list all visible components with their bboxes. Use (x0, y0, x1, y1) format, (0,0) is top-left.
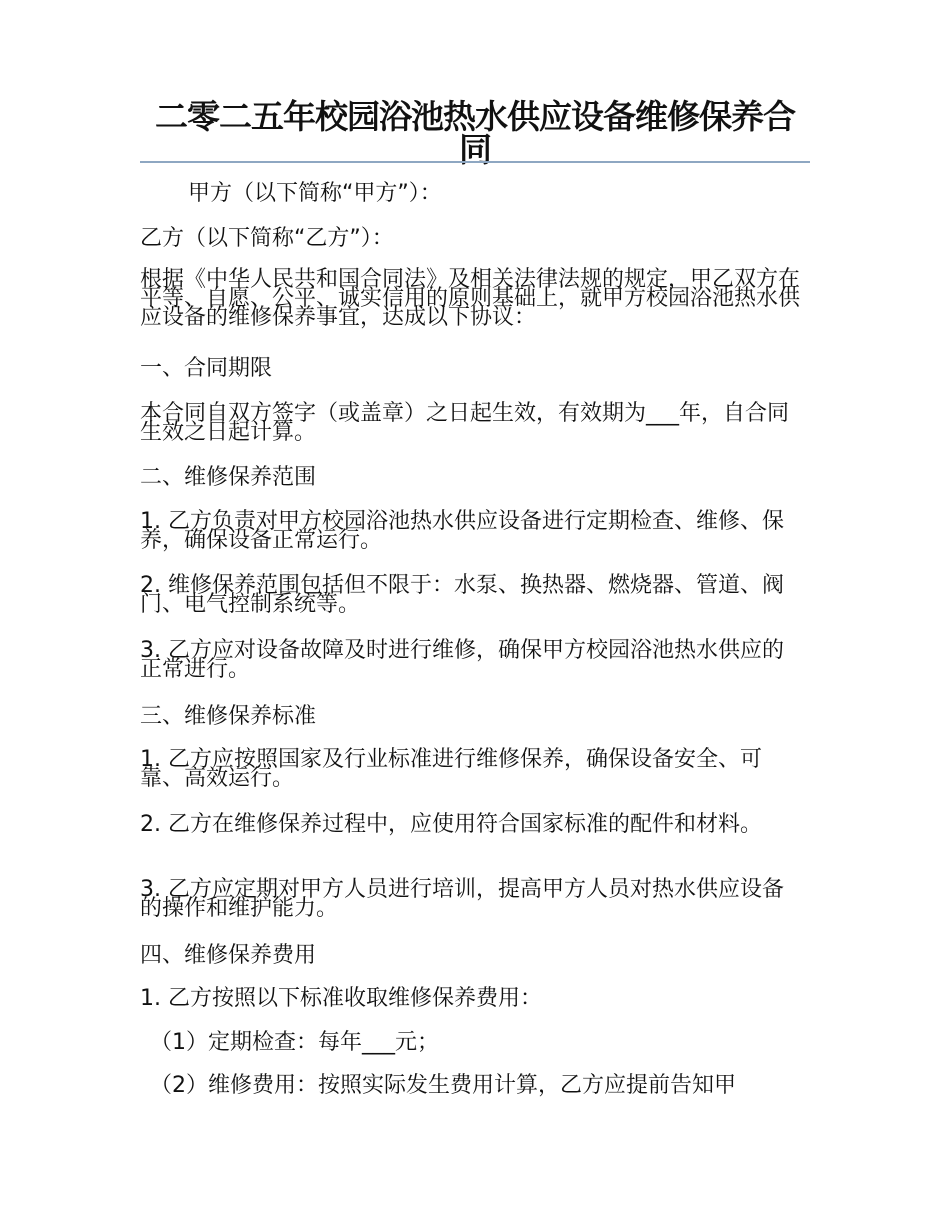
section-paragraph: 1. 乙方负责对甲方校园浴池热水供应设备进行定期检查、维修、保养，确保设备正常运行。 (140, 509, 784, 553)
section-paragraph: 1. 乙方应按照国家及行业标准进行维修保养，确保设备安全、可靠、高效运行。 (140, 747, 762, 791)
contract-title: 二零二五年校园浴池热水供应设备维修保养合同 (155, 97, 795, 169)
section-heading: 二、维修保养范围 (140, 465, 317, 490)
preamble-paragraph: 根据《中华人民共和国合同法》及相关法律法规的规定，甲乙双方在平等、自愿、公平、诚实信用的原则基础上，就甲方校园浴池热水供应设备的维修保养事宜，达成以下协议： (140, 267, 801, 330)
section-subitem: （1）定期检查：每年___元； (150, 1030, 439, 1055)
title-underline (140, 161, 810, 163)
section-paragraph: 2. 乙方在维修保养过程中，应使用符合国家标准的配件和材料。 (140, 812, 762, 837)
section-paragraph: 1. 乙方按照以下标准收取维修保养费用： (140, 986, 542, 1011)
party-b-line: 乙方（以下简称“乙方”）： (140, 226, 394, 251)
section-subitem: （2）维修费用：按照实际发生费用计算，乙方应提前告知甲 (150, 1073, 736, 1098)
section-heading: 三、维修保养标准 (140, 704, 317, 729)
section-paragraph: 3. 乙方应定期对甲方人员进行培训，提高甲方人员对热水供应设备的操作和维护能力。 (140, 877, 784, 921)
section-paragraph: 本合同自双方签字（或盖章）之日起生效，有效期为___年，自合同生效之日起计算。 (140, 401, 790, 445)
section-paragraph: 2. 维修保养范围包括但不限于：水泵、换热器、燃烧器、管道、阀门、电气控制系统等。 (140, 573, 784, 617)
party-a-line: 甲方（以下简称“甲方”）： (188, 181, 442, 206)
section-heading: 一、合同期限 (140, 356, 273, 381)
section-heading: 四、维修保养费用 (140, 943, 317, 968)
section-paragraph: 3. 乙方应对设备故障及时进行维修，确保甲方校园浴池热水供应的正常进行。 (140, 638, 784, 682)
